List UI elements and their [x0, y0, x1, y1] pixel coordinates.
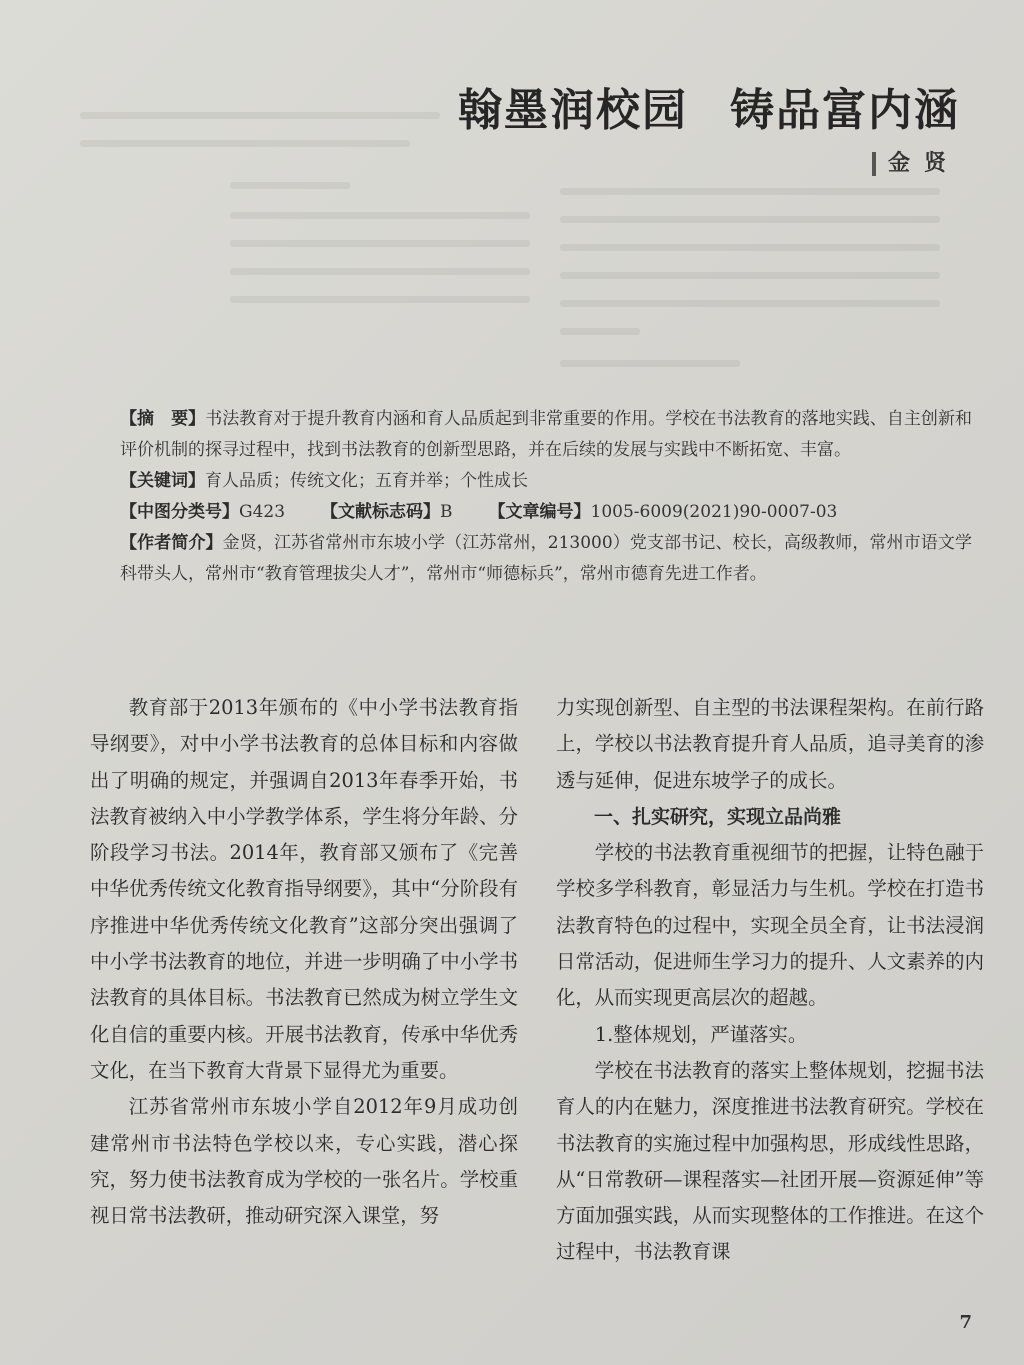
- article-title: [458, 74, 960, 138]
- author-bio-label: 【作者简介】: [120, 533, 223, 553]
- author-bio: [120, 528, 972, 590]
- body-paragraph: 江苏省常州市东坡小学自2012年9月成功创建常州市书法特色学校以来，专心实践，潜心探究，努力使书法教育成为学校的一张名片。学校重视日常书法教研，推动研究深入课堂，努: [90, 1095, 518, 1228]
- article-title-part2: 铸品富内涵: [730, 85, 960, 136]
- section-heading: 一、扎实研究，实现立品尚雅: [594, 805, 842, 828]
- subsection-heading: 1.整体规划，严谨落实。: [594, 1022, 808, 1046]
- body-column-right: [556, 690, 984, 1271]
- keywords-text: 育人品质；传统文化；五育并举；个性成长: [205, 471, 528, 491]
- clc-label: 【中图分类号】: [120, 502, 239, 522]
- classification-line: [120, 497, 972, 528]
- author-name: 金贤: [872, 152, 960, 176]
- doc-code-label: 【文献标志码】: [321, 502, 441, 522]
- body-paragraph: 教育部于2013年颁布的《中小学书法教育指导纲要》，对中小学书法教育的总体目标和内容做出了明确的规定，并强调自2013年春季开始，书法教育被纳入中小学教学体系，学生将分年龄、分阶段学习书法。2014年，教育部又颁布了《完善中华优秀传统文化教育指导纲要》，其中“分阶段有序推进中华优秀传统文化教育”这部分突出强调了中小学书法教育的地位，并进一步明确了中小学书法教育的具体目标。书法教育已然成为树立学生文化自信的重要内核。开展书法教育，传承中华优秀文化，在当下教育大背景下显得尤为重要。: [90, 696, 518, 1082]
- article-number-label: 【文章编号】: [488, 502, 591, 522]
- article-number-value: 1005-6009(2021)90-0007-03: [590, 502, 838, 522]
- body-column-left: [90, 690, 518, 1234]
- body-paragraph: 力实现创新型、自主型的书法课程架构。在前行路上，学校以书法教育提升育人品质，追寻美育的渗透与延伸，促进东坡学子的成长。: [556, 696, 984, 792]
- abstract: [120, 404, 972, 466]
- body-paragraph: 学校在书法教育的落实上整体规划，挖掘书法育人的内在魅力，深度推进书法教育研究。学校在书法教育的实施过程中加强构思，形成线性思路，从“日常教研—课程落实—社团开展—资源延伸”等方面加强实践，从而实现整体的工作推进。在这个过程中，书法教育课: [556, 1058, 984, 1264]
- article-meta: [120, 404, 972, 590]
- body-paragraph: 学校的书法教育重视细节的把握，让特色融于学校多学科教育，彰显活力与生机。学校在打造书法教育特色的过程中，实现全员全育，让书法浸润日常活动，促进师生学习力的提升、人文素养的内化，从而实现更高层次的超越。: [556, 841, 984, 1010]
- abstract-text: 书法教育对于提升教育内涵和育人品质起到非常重要的作用。学校在书法教育的落地实践、自主创新和评价机制的探寻过程中，找到书法教育的创新型思路，并在后续的发展与实践中不断拓宽、丰富。: [120, 409, 973, 460]
- article-title-part1: 翰墨润校园: [458, 85, 688, 136]
- keywords-label: 【关键词】: [120, 471, 205, 491]
- page-number: 7: [959, 1312, 972, 1333]
- keywords: [120, 466, 972, 497]
- abstract-label: 【摘 要】: [120, 409, 206, 429]
- clc-value: G423: [239, 502, 286, 522]
- author-bio-text: 金贤，江苏省常州市东坡小学（江苏常州，213000）党支部书记、校长，高级教师，常州市语文学科带头人，常州市“教育管理拔尖人才”，常州市“师德标兵”，常州市德育先进工作者。: [120, 533, 972, 584]
- doc-code-value: B: [440, 502, 453, 522]
